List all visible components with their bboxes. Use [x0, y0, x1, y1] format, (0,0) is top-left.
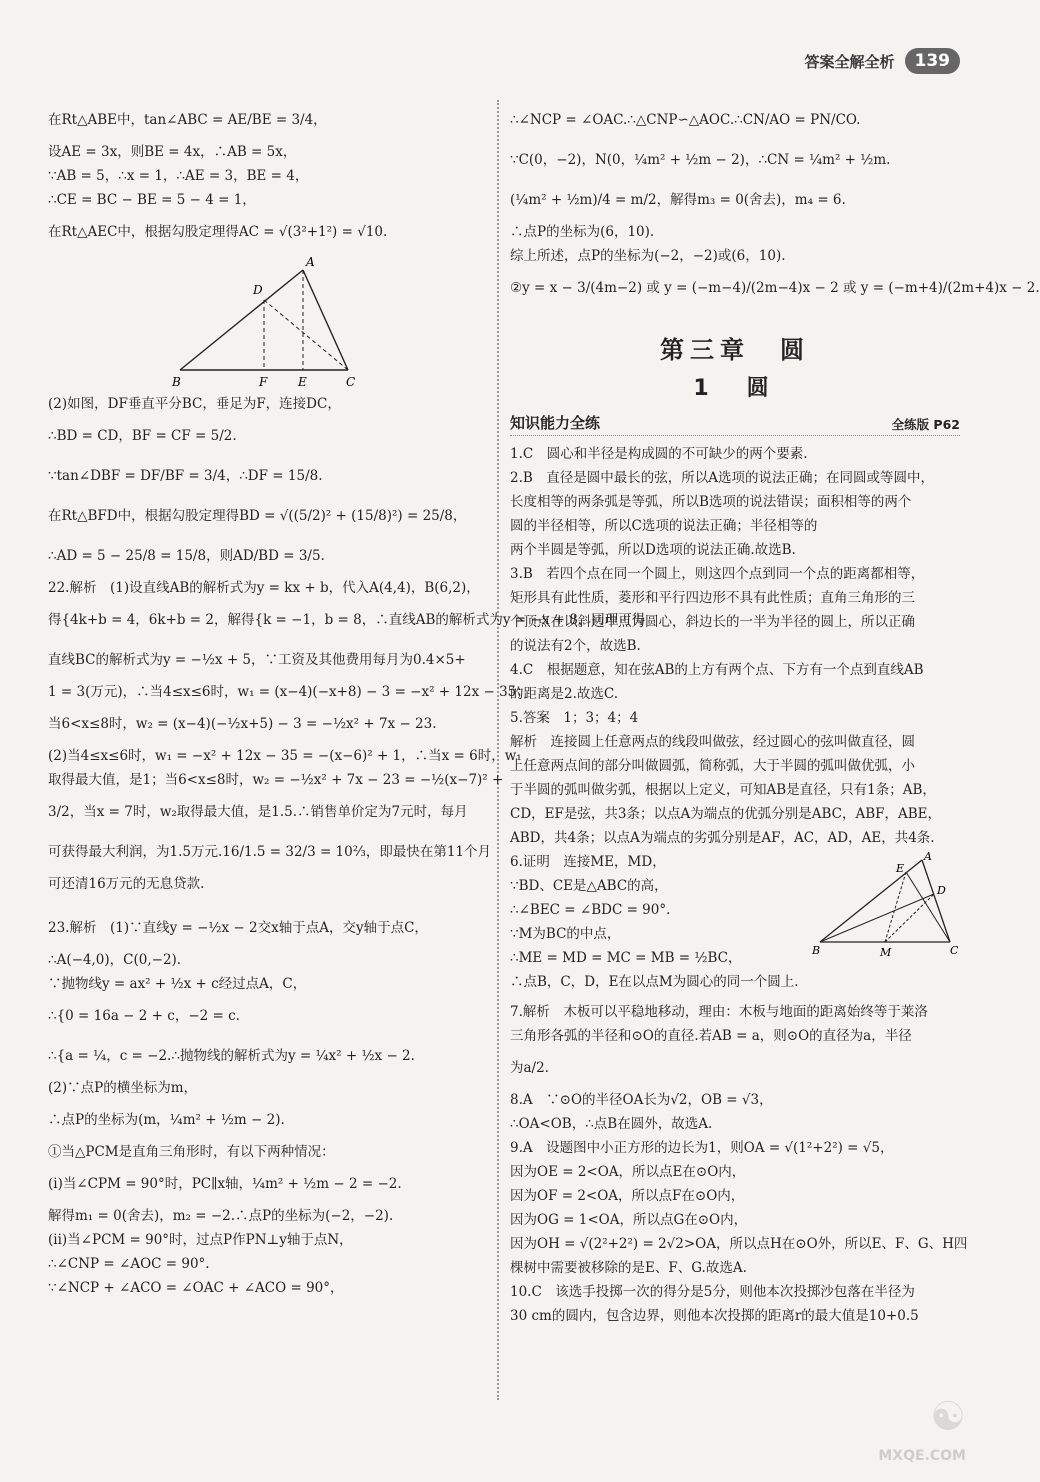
answer-line: 棵树中需要被移除的是E、F、G.故选A. — [510, 1260, 747, 1276]
answer-line: 9.A 设题图中小正方形的边长为1，则OA = √(1²+2²) = √5， — [510, 1140, 894, 1156]
label-b: B — [172, 375, 181, 389]
text-line: ∴{0 = 16a − 2 + c，−2 = c. — [48, 1008, 240, 1024]
answer-line: 因为OE = 2<OA，所以点E在⊙O内， — [510, 1164, 746, 1180]
answer-line: 解析 连接圆上任意两点的线段叫做弦，经过圆心的弦叫做直径，圆 — [510, 734, 915, 750]
text-line: (2)如图，DF垂直平分BC，垂足为F，连接DC， — [48, 396, 341, 412]
answer-line: 矩形具有此性质，菱形和平行四边形不具有此性质；直角三角形的三 — [510, 590, 915, 606]
text-line: (2)当4≤x≤6时，w₁ = −x² + 12x − 35 = −(x−6)² + 1，∴当x = 6时，w₁ — [48, 748, 522, 764]
text-line: 1 = 3(万元)，∴当4≤x≤6时，w₁ = (x−4)(−x+8) − 3 = −x² + 12x − 35； — [48, 684, 530, 700]
text-line: 当6<x≤8时，w₂ = (x−4)(−½x+5) − 3 = −½x² + 7x − 23. — [48, 716, 437, 732]
text-line: ∴BD = CD，BF = CF = 5/2. — [48, 428, 237, 444]
text-line: 取得最大值，是1；当6<x≤8时，w₂ = −½x² + 7x − 23 = −½(x−7)² + — [48, 772, 504, 788]
answer-line: ∴∠BEC = ∠BDC = 90°. — [510, 902, 671, 918]
text-line: ∵∠NCP + ∠ACO = ∠OAC + ∠ACO = 90°， — [48, 1280, 344, 1296]
text-line: 综上所述，点P的坐标为(−2，−2)或(6，10). — [510, 248, 786, 264]
label-m: M — [880, 946, 892, 959]
text-line: 23.解析 (1)∵直线y = −½x − 2交x轴于点A，交y轴于点C， — [48, 920, 428, 936]
answer-line: 上任意两点间的部分叫做圆弧，简称弧，大于半圆的弧叫做优弧，小 — [510, 758, 915, 774]
text-line: 直线BC的解析式为y = −½x + 5，∵工资及其他费用每月为0.4×5+ — [48, 652, 466, 668]
label-e: E — [298, 375, 307, 389]
text-line: ∴AD = 5 − 25/8 = 15/8，则AD/BD = 3/5. — [48, 548, 325, 564]
text-line: ∴{a = ¼，c = −2.∴抛物线的解析式为y = ¼x² + ½x − 2. — [48, 1048, 415, 1064]
text-line: ∴∠CNP = ∠AOC = 90°. — [48, 1256, 210, 1272]
label-b: B — [812, 944, 821, 957]
text-line: ∴A(−4,0)，C(0,−2). — [48, 952, 182, 968]
answer-line: 6.证明 连接ME，MD， — [510, 854, 666, 870]
answer-line: 3.B 若四个点在同一个圆上，则这四个点到同一个点的距离都相等， — [510, 566, 925, 582]
answer-line: 因为OF = 2<OA，所以点F在⊙O内， — [510, 1188, 745, 1204]
label-c: C — [950, 944, 959, 957]
answer-line: 的距离是2.故选C. — [510, 686, 619, 702]
answer-line: 长度相等的两条弧是等弧，所以B选项的说法错误；面积相等的两个 — [510, 494, 912, 510]
answer-line: 为a/2. — [510, 1060, 549, 1076]
answer-line: ∴点B，C，D，E在以点M为圆心的同一个圆上. — [510, 974, 799, 990]
answer-line: ∴OA<OB，∴点B在圆外，故选A. — [510, 1116, 713, 1132]
q6-block — [510, 850, 960, 1000]
answer-line: ∵M为BC的中点， — [510, 926, 621, 942]
triangle-figure-1 — [48, 252, 488, 392]
text-line: ①当△PCM是直角三角形时，有以下两种情况： — [48, 1144, 335, 1160]
answer-line: ABD，共4条；以点A为端点的劣弧分别是AF，AC，AD，AE，共4条. — [510, 830, 935, 846]
text-line: (¼m² + ½m)/4 = m/2，解得m₃ = 0(舍去)，m₄ = 6. — [510, 192, 846, 208]
answer-line: 8.A ∵⊙O的半径OA长为√2，OB = √3， — [510, 1092, 773, 1108]
text-line: ∴点P的坐标为(m，¼m² + ½m − 2). — [48, 1112, 285, 1128]
answer-line: 个顶点在以斜边中点为圆心，斜边长的一半为半径的圆上，所以正确 — [510, 614, 915, 630]
right-column — [510, 100, 1040, 1328]
text-line: ∴∠NCP = ∠OAC.∴△CNP∽△AOC.∴CN/AO = PN/CO. — [510, 112, 861, 128]
text-line: ∵抛物线y = ax² + ½x + c经过点A，C， — [48, 976, 307, 992]
text-line: 3/2，当x = 7时，w₂取得最大值，是1.5.∴销售单价定为7元时，每月 — [48, 804, 468, 820]
section-title: 知识能力全练 — [510, 414, 601, 432]
label-d: D — [937, 884, 946, 897]
answer-line: 30 cm的圆内，包含边界，则他本次投掷的距离r的最大值是10+0.5 — [510, 1308, 919, 1324]
page-header — [804, 48, 960, 74]
answer-line: 2.B 直径是圆中最长的弦，所以A选项的说法正确；在同圆或等圆中， — [510, 470, 935, 486]
answer-line: 5.答案 1；3；4；4 — [510, 710, 639, 726]
answer-line: 三角形各弧的半径和⊙O的直径.若AB = a，则⊙O的直径为a，半径 — [510, 1028, 912, 1044]
text-line: (2)∵点P的横坐标为m， — [48, 1080, 198, 1096]
text-line: 可获得最大利润，为1.5万元.16/1.5 = 32/3 = 10⅔，即最快在第11个月 — [48, 844, 492, 860]
answer-line: 4.C 根据题意，知在弦AB的上方有两个点、下方有一个点到直线AB — [510, 662, 924, 678]
label-f: F — [259, 375, 268, 389]
answer-line: 1.C 圆心和半径是构成圆的不可缺少的两个要素. — [510, 446, 808, 462]
text-line: 设AE = 3x，则BE = 4x，∴AB = 5x， — [48, 144, 297, 160]
text-line: 在Rt△AEC中，根据勾股定理得AC = √(3²+1²) = √10. — [48, 224, 388, 240]
label-e: E — [896, 862, 905, 875]
section-header — [510, 412, 960, 436]
answer-line: 于半圆的弧叫做劣弧，根据以上定义，可知AB是直径，只有1条；AB， — [510, 782, 936, 798]
text-line: (i)当∠CPM = 90°时，PC∥x轴，¼m² + ½m − 2 = −2. — [48, 1176, 402, 1192]
text-line: 在Rt△ABE中，tan∠ABC = AE/BE = 3/4， — [48, 112, 327, 128]
chapter-title: 第三章 圆 — [660, 336, 810, 364]
answer-line: 的说法有2个，故选B. — [510, 638, 641, 654]
answer-line: ∵BD、CE是△ABC的高， — [510, 878, 668, 894]
text-line: ∵tan∠DBF = DF/BF = 3/4，∴DF = 15/8. — [48, 468, 323, 484]
answer-line: 7.解析 木板可以平稳地移动，理由：木板与地面的距离始终等于莱洛 — [510, 1004, 928, 1020]
answer-line: CD，EF是弦，共3条；以点A为端点的优弧分别是ABC，ABF，ABE， — [510, 806, 942, 822]
watermark-text: MXQE.COM — [878, 1448, 966, 1464]
text-line: ②y = x − 3/(4m−2) 或 y = (−m−4)/(2m−4)x − 2 或 y = (−m+4)/(2m+4)x − 2. — [510, 280, 1040, 296]
watermark — [816, 1394, 976, 1464]
header-title: 答案全解全析 — [804, 52, 895, 71]
answer-line: 圆的半径相等，所以C选项的说法正确；半径相等的 — [510, 518, 818, 534]
text-line: 得{4k+b = 4，6k+b = 2，解得{k = −1，b = 8，∴直线AB的解析式为y = −x + 8，同理可得 — [48, 612, 646, 628]
label-a: A — [306, 255, 315, 269]
text-line: 22.解析 (1)设直线AB的解析式为y = kx + b，代入A(4,4)，B(6,2)， — [48, 580, 480, 596]
watermark-logo-icon: ☯ — [930, 1394, 966, 1440]
answer-line: 10.C 该选手投掷一次的得分是5分，则他本次投掷沙包落在半径为 — [510, 1284, 915, 1300]
label-a: A — [924, 850, 932, 863]
text-line: ∵AB = 5，∴x = 1，∴AE = 3，BE = 4， — [48, 168, 309, 184]
text-line: 可还清16万元的无息贷款. — [48, 876, 205, 892]
text-line: 在Rt△BFD中，根据勾股定理得BD = √((5/2)² + (15/8)²) = 25/8， — [48, 508, 467, 524]
triangle-figure-2 — [810, 850, 960, 970]
text-line: ∵C(0，−2)，N(0，¼m² + ½m − 2)，∴CN = ¼m² + ½m. — [510, 152, 891, 168]
label-c: C — [346, 375, 356, 389]
answer-line: 两个半圆是等弧，所以D选项的说法正确.故选B. — [510, 542, 796, 558]
answer-line: 因为OG = 1<OA，所以点G在⊙O内， — [510, 1212, 748, 1228]
text-line: ∴点P的坐标为(6，10). — [510, 224, 655, 240]
answer-line: ∴ME = MD = MC = MB = ½BC， — [510, 950, 742, 966]
page-number: 139 — [905, 48, 961, 74]
text-line: ∴CE = BC − BE = 5 − 4 = 1， — [48, 192, 256, 208]
lesson-title: 1 圆 — [693, 376, 777, 401]
section-ref: 全练版 P62 — [891, 417, 960, 432]
text-line: 解得m₁ = 0(舍去)，m₂ = −2.∴点P的坐标为(−2，−2). — [48, 1208, 394, 1224]
text-line: (ii)当∠PCM = 90°时，过点P作PN⊥y轴于点N， — [48, 1232, 353, 1248]
answer-line: 因为OH = √(2²+2²) = 2√2>OA，所以点H在⊙O外，所以E、F、G、H四 — [510, 1236, 968, 1252]
label-d: D — [253, 283, 263, 297]
